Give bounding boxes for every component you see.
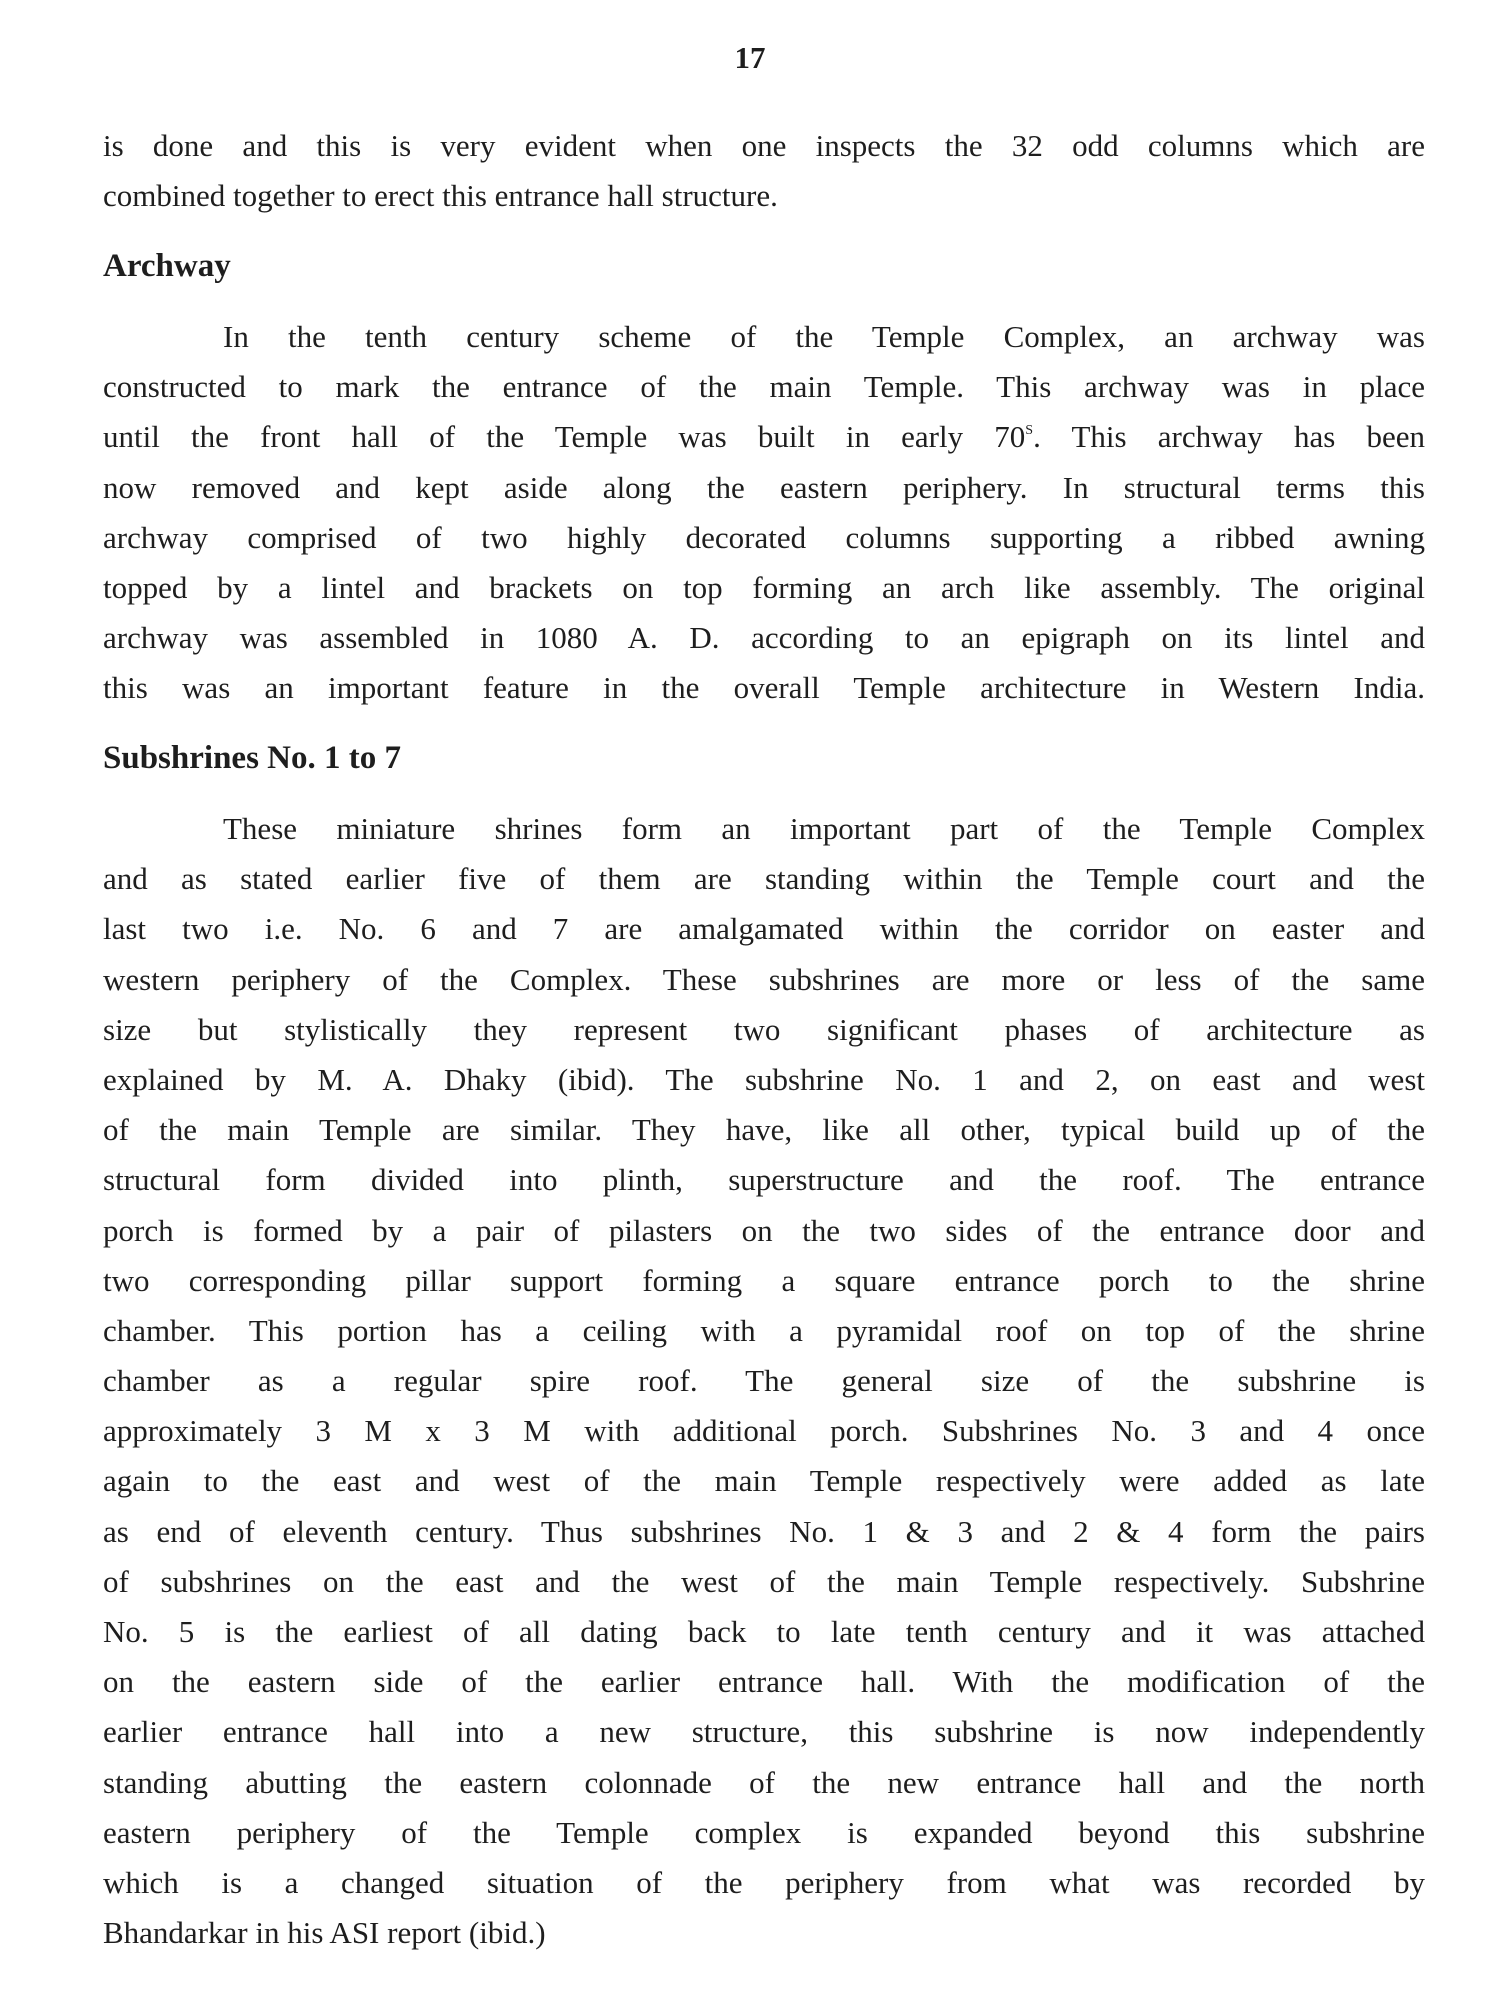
text-line: again to the east and west of the main Temple respectively were added as late — [103, 1463, 1425, 1499]
text-line: as end of eleventh century. Thus subshrines No. 1 & 3 and 2 & 4 form the pairs — [103, 1513, 1425, 1549]
text-line: on the eastern side of the earlier entrance hall. With the modification of the — [103, 1664, 1425, 1700]
section-heading-subshrines: Subshrines No. 1 to 7 — [103, 740, 401, 776]
text-line: archway comprised of two highly decorated columns supporting a ribbed awning — [103, 519, 1425, 555]
text-line: topped by a lintel and brackets on top forming an arch like assembly. The original — [103, 569, 1425, 605]
text-line: which is a changed situation of the periphery from what was recorded by — [103, 1864, 1425, 1900]
subshrines-paragraph — [103, 804, 1425, 1958]
text-line: archway was assembled in 1080 A. D. according to an epigraph on its lintel and — [103, 620, 1425, 656]
archway-paragraph — [103, 312, 1425, 714]
text-line — [103, 412, 1425, 462]
text-line: approximately 3 M x 3 M with additional porch. Subshrines No. 3 and 4 once — [103, 1413, 1425, 1449]
text-line: explained by M. A. Dhaky (ibid). The subshrine No. 1 and 2, on east and west — [103, 1061, 1425, 1097]
text-line: and as stated earlier five of them are standing within the Temple court and the — [103, 861, 1425, 897]
text-fragment: until the front hall of the Temple was built in early 70 — [103, 419, 1026, 455]
text-line: chamber. This portion has a ceiling with a pyramidal roof on top of the shrine — [103, 1312, 1425, 1348]
superscript: S — [1025, 423, 1034, 439]
text-line: Bhandarkar in his ASI report (ibid.) — [103, 1915, 546, 1951]
text-line: constructed to mark the entrance of the main Temple. This archway was in place — [103, 369, 1425, 405]
text-line: of the main Temple are similar. They have, like all other, typical build up of the — [103, 1112, 1425, 1148]
text-line: These miniature shrines form an important part of the Temple Complex — [223, 811, 1425, 846]
text-line: last two i.e. No. 6 and 7 are amalgamated within the corridor on easter and — [103, 911, 1425, 947]
text-line: this was an important feature in the overall Temple architecture in Western India. — [103, 670, 1425, 706]
text-line: structural form divided into plinth, superstructure and the roof. The entrance — [103, 1162, 1425, 1198]
section-heading-archway: Archway — [103, 248, 231, 284]
text-fragment: . This archway has been — [1033, 419, 1425, 455]
text-line: of subshrines on the east and the west of the main Temple respectively. Subshrine — [103, 1563, 1425, 1599]
text-line: size but stylistically they represent two significant phases of architecture as — [103, 1011, 1425, 1047]
text-line: porch is formed by a pair of pilasters on the two sides of the entrance door and — [103, 1212, 1425, 1248]
text-line: now removed and kept aside along the eastern periphery. In structural terms this — [103, 469, 1425, 505]
text-line: In the tenth century scheme of the Temple Complex, an archway was — [223, 319, 1425, 354]
text-line: standing abutting the eastern colonnade of the new entrance hall and the north — [103, 1764, 1425, 1800]
text-line: chamber as a regular spire roof. The general size of the subshrine is — [103, 1363, 1425, 1399]
text-line: No. 5 is the earliest of all dating back to late tenth century and it was attached — [103, 1614, 1425, 1649]
page-number: 17 — [734, 40, 766, 75]
text-line: earlier entrance hall into a new structure, this subshrine is now independently — [103, 1714, 1425, 1750]
text-line: two corresponding pillar support forming a square entrance porch to the shrine — [103, 1262, 1425, 1298]
text-line: eastern periphery of the Temple complex is expanded beyond this subshrine — [103, 1814, 1425, 1850]
text-line: western periphery of the Complex. These subshrines are more or less of the same — [103, 961, 1425, 997]
text-line: is done and this is very evident when one inspects the 32 odd columns which are — [103, 128, 1425, 163]
text-line: combined together to erect this entrance hall structure. — [103, 178, 778, 214]
intro-paragraph — [103, 121, 1425, 221]
